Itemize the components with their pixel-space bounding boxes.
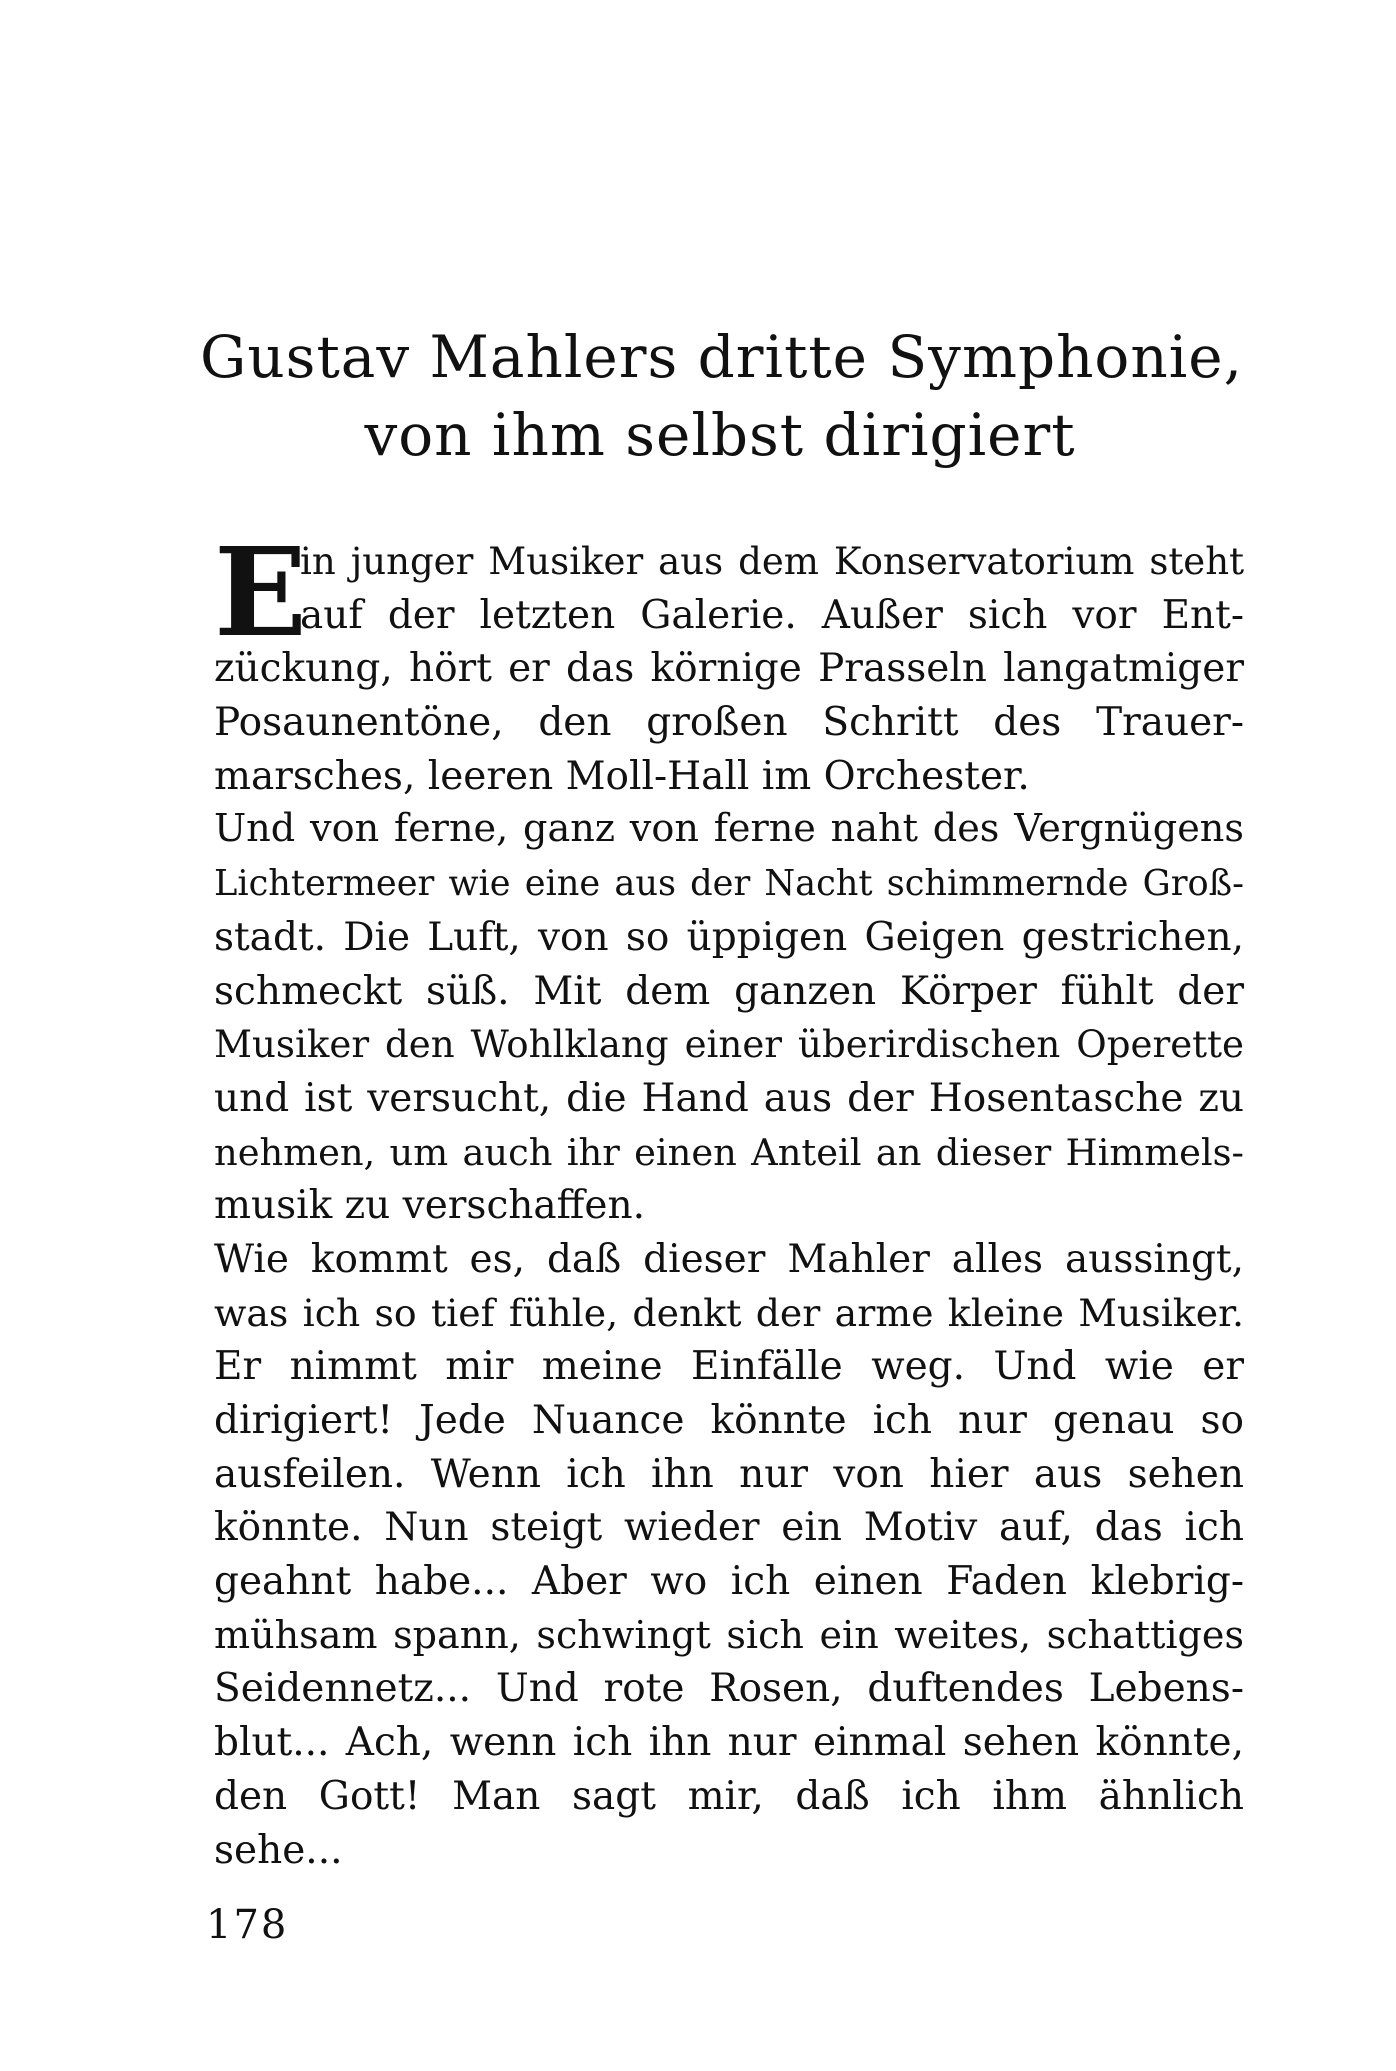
chapter-title-line-2: von ihm selbst dirigiert — [364, 401, 1076, 469]
text-line: musik zu verschaffen. — [214, 1183, 645, 1229]
text-line: ausfeilen. Wenn ich ihn nur von hier aus sehen — [214, 1451, 1244, 1497]
text-line: nehmen, um auch ihr einen Anteil an dieser Himmels- — [214, 1130, 1244, 1174]
drop-cap-initial: E — [214, 520, 307, 664]
text-line: sehe... — [214, 1827, 343, 1873]
text-line: mühsam spann, schwingt sich ein weites, schattiges — [214, 1612, 1244, 1657]
text-line: blut... Ach, wenn ich ihn nur einmal sehen könnte, — [214, 1720, 1244, 1766]
page-number: 178 — [206, 1902, 289, 1948]
text-line: Posaunentöne, den großen Schritt des Trauer- — [214, 700, 1244, 746]
text-line: zückung, hört er das körnige Prasseln langatmiger — [214, 646, 1244, 692]
text-line: Musiker den Wohlklang einer überirdischen Operette — [214, 1023, 1244, 1067]
text-line: Lichtermeer wie eine aus der Nacht schimmernde Groß- — [214, 863, 1244, 905]
chapter-title-line-1: Gustav Mahlers dritte Symphonie, — [200, 323, 1244, 391]
text-line: schmeckt süß. Mit dem ganzen Körper fühlt der — [214, 968, 1244, 1014]
chapter-title — [200, 318, 1244, 474]
text-line: den Gott! Man sagt mir, daß ich ihm ähnlich — [214, 1773, 1244, 1819]
text-line: Seidennetz... Und rote Rosen, duftendes Lebens- — [214, 1666, 1244, 1712]
text-line: geahnt habe... Aber wo ich einen Faden klebrig- — [214, 1559, 1244, 1605]
text-line: Wie kommt es, daß dieser Mahler alles aussingt, — [214, 1236, 1244, 1282]
text-line: könnte. Nun steigt wieder ein Motiv auf, das ich — [214, 1505, 1244, 1551]
text-line: stadt. Die Luft, von so üppigen Geigen gestrichen, — [214, 914, 1244, 960]
text-line: marsches, leeren Moll-Hall im Orchester. — [214, 753, 1030, 799]
text-line: Er nimmt mir meine Einfälle weg. Und wie er — [214, 1344, 1244, 1390]
text-line: auf der letzten Galerie. Außer sich vor Ent- — [300, 592, 1244, 638]
text-line: Und von ferne, ganz von ferne naht des Vergnügens — [214, 807, 1244, 852]
text-line: was ich so tief fühle, denkt der arme kleine Musiker. — [214, 1290, 1244, 1335]
body-text — [214, 520, 1244, 1877]
text-line: in junger Musiker aus dem Konservatorium steht — [300, 540, 1244, 583]
text-line: dirigiert! Jede Nuance könnte ich nur genau so — [214, 1398, 1244, 1443]
text-line: und ist versucht, die Hand aus der Hosentasche zu — [214, 1075, 1244, 1121]
